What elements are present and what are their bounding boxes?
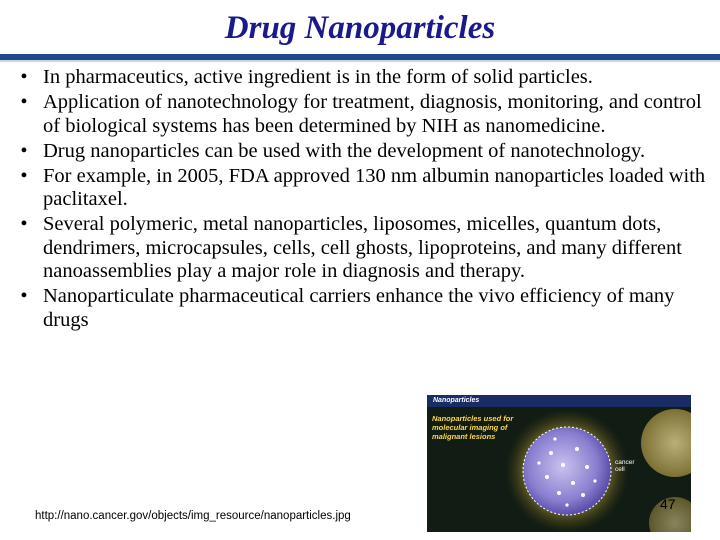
figure-cell-label: cancer cell [615,459,635,473]
bullet-item [14,66,706,90]
bullet-item [14,165,706,212]
bullet-text: In pharmaceutics, active ingredient is in the form of solid particles. [43,66,593,88]
bullet-icon: • [20,91,28,113]
bullet-icon: • [20,66,28,88]
bullet-icon: • [20,164,28,187]
figure-caption: Nanoparticles used for molecular imaging of malignant lesions [432,414,514,441]
bullet-icon: • [20,139,28,162]
bullet-item [14,91,706,138]
bullet-text: Several polymeric, metal nanoparticles, liposomes, micelles, quantum dots, dendrimers, microcapsules, cells, cell ghosts, lipoproteins, and many different nanoassemblies play a major role in diagnosis and therapy. [43,213,682,282]
title-divider-thin [0,60,720,62]
bullet-icon: • [20,285,28,307]
nanoparticle-image [427,395,691,532]
figure-header-label: Nanoparticles [433,397,480,404]
bullet-text: Drug nanoparticles can be used with the development of nanotechnology. [43,139,646,162]
slide-number: 47 [660,496,676,512]
bullet-text: Nanoparticulate pharmaceutical carriers enhance the vivo efficiency of many drugs [43,285,675,331]
bullet-text: For example, in 2005, FDA approved 130 nm albumin nanoparticles loaded with paclitaxel. [43,164,706,210]
bullet-item [14,285,706,332]
bullet-text: Application of nanotechnology for treatment, diagnosis, monitoring, and control of biological systems has been determined by NIH as nanomedicine. [43,91,702,137]
bullet-item [14,213,706,284]
slide-title: Drug Nanoparticles [224,10,496,46]
bullet-item [14,140,706,164]
source-url[interactable]: http://nano.cancer.gov/objects/img_resource/nanoparticles.jpg [35,510,351,522]
bullet-list [14,66,706,334]
bullet-icon: • [20,213,28,235]
figure-header-bar [427,395,691,407]
